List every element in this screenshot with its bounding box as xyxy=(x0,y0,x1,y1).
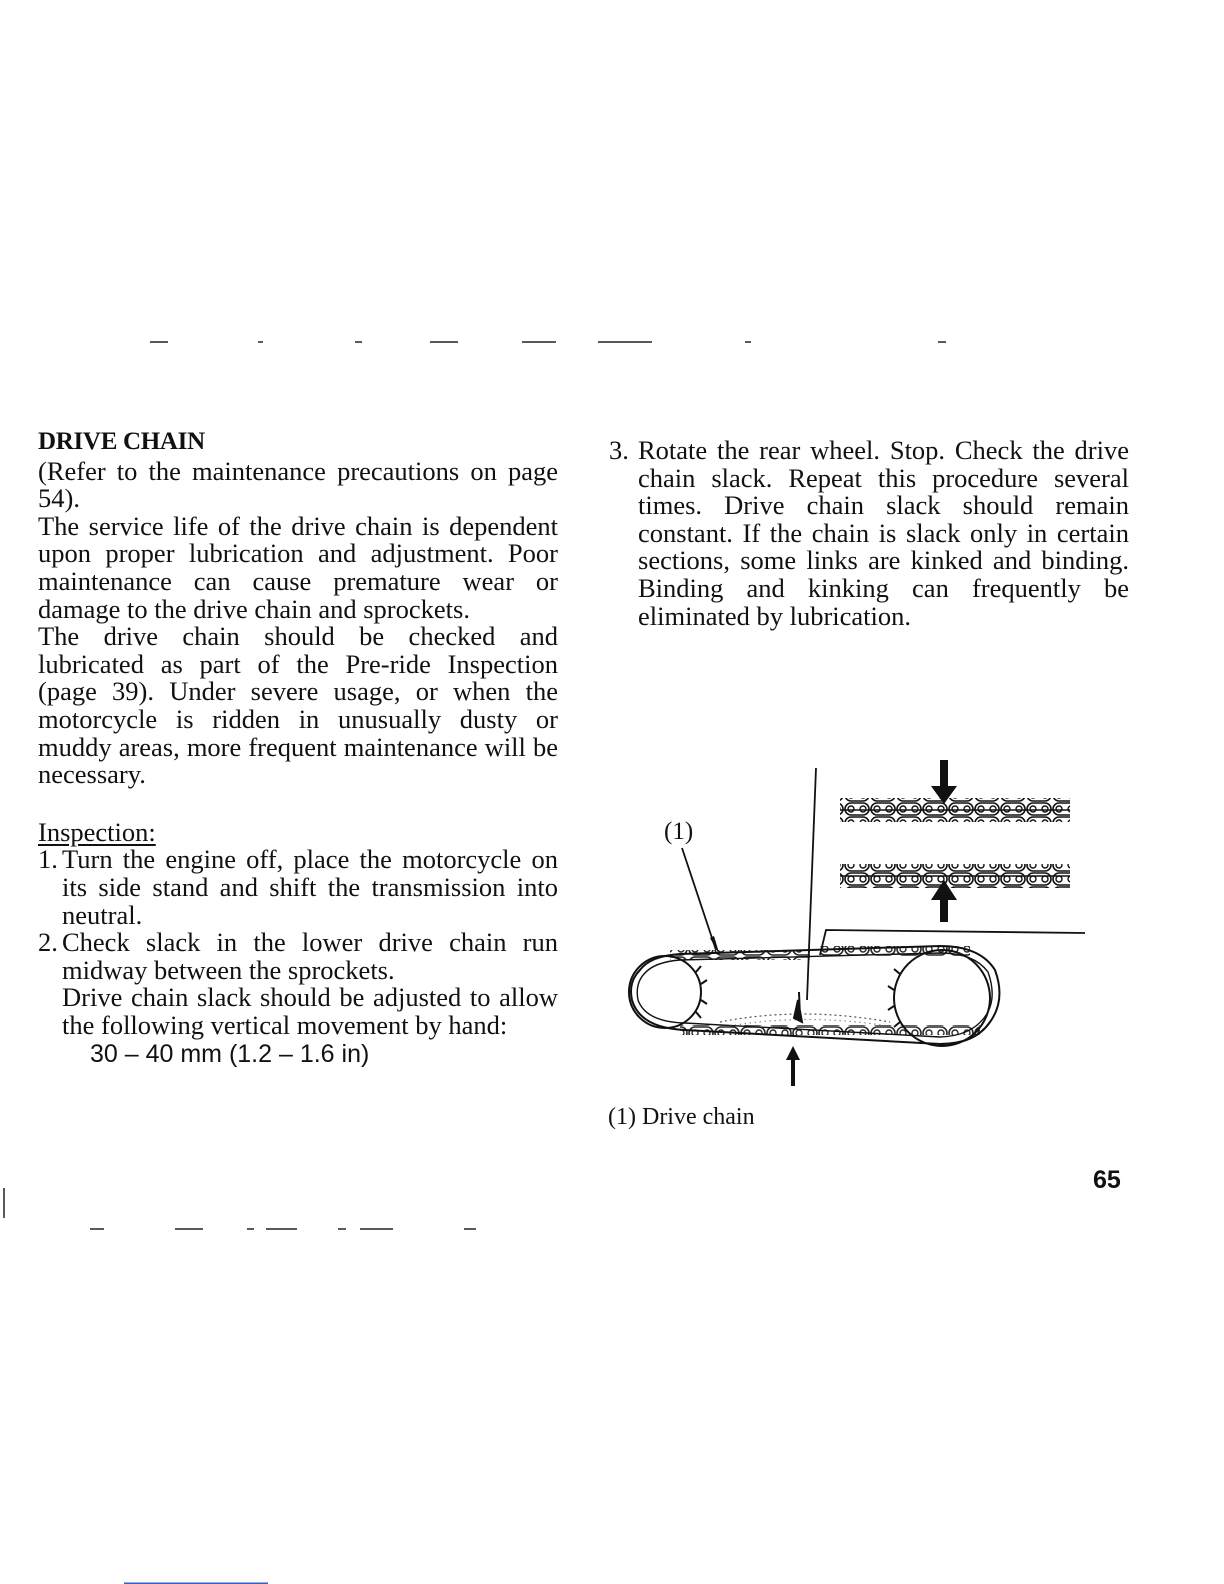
inspection-step xyxy=(609,437,1129,630)
step-note: Drive chain slack should be adjusted to allow the following vertical movement by hand: xyxy=(62,982,558,1040)
callout-leader xyxy=(682,848,716,950)
inspection-steps-continued xyxy=(609,437,1129,630)
drive-chain-illustration xyxy=(610,760,1090,1100)
step-number: 2. xyxy=(38,927,58,958)
right-column xyxy=(609,437,1129,630)
left-column xyxy=(38,428,558,1069)
chain-detail-lower xyxy=(840,864,1070,922)
front-sprocket-icon xyxy=(629,956,707,1028)
section-title: DRIVE CHAIN xyxy=(38,428,205,455)
arrow-down-icon xyxy=(931,760,957,804)
step-text: Turn the engine off, place the motorcycle on its side stand and shift the transmission into neutral. xyxy=(62,844,558,930)
arrow-up-small-icon xyxy=(786,1046,800,1086)
step-number: 1. xyxy=(38,844,58,875)
page-number: 65 xyxy=(1093,1166,1121,1194)
service-life-paragraph: The service life of the drive chain is dependent upon proper lubrication and adjustment. Poor maintenance can cause premature wear or damage to the drive chain and sprockets. xyxy=(38,510,558,624)
step-number: 3. xyxy=(609,435,629,465)
step-text: Rotate the rear wheel. Stop. Check the drive chain slack. Repeat this procedure several times. Drive chain slack should remain constant. If the chain is slack only in certain sections, some links are kinked and binding. Binding and kinking can frequently be eliminated by lubrication. xyxy=(638,435,1129,631)
chain-loop-icon xyxy=(631,946,999,1044)
figure-callout: (1) xyxy=(664,818,694,845)
precautions-paragraph: (Refer to the maintenance precautions on page 54). xyxy=(38,455,558,514)
inspection-steps xyxy=(38,846,558,1069)
lubrication-paragraph: The drive chain should be checked and lubricated as part of the Pre-ride Inspection (page 39). Under severe usage, or when the motorcycle is ridden in unusually dusty or muddy areas, more frequent maintenance will be necessary. xyxy=(38,621,558,790)
arrow-down-small-icon xyxy=(794,992,802,1022)
inspection-step xyxy=(38,929,558,1069)
step-text: Check slack in the lower drive chain run midway between the sprockets. xyxy=(62,927,558,985)
drive-chain-drawing xyxy=(610,760,1090,1100)
slack-specification: 30 – 40 mm (1.2 – 1.6 in) xyxy=(90,1040,370,1069)
inspection-step xyxy=(38,846,558,929)
inspection-heading: Inspection: xyxy=(38,816,156,847)
figure-caption: (1) Drive chain xyxy=(608,1104,755,1130)
chain-detail-upper xyxy=(840,760,1070,822)
reference-line xyxy=(807,768,816,1000)
